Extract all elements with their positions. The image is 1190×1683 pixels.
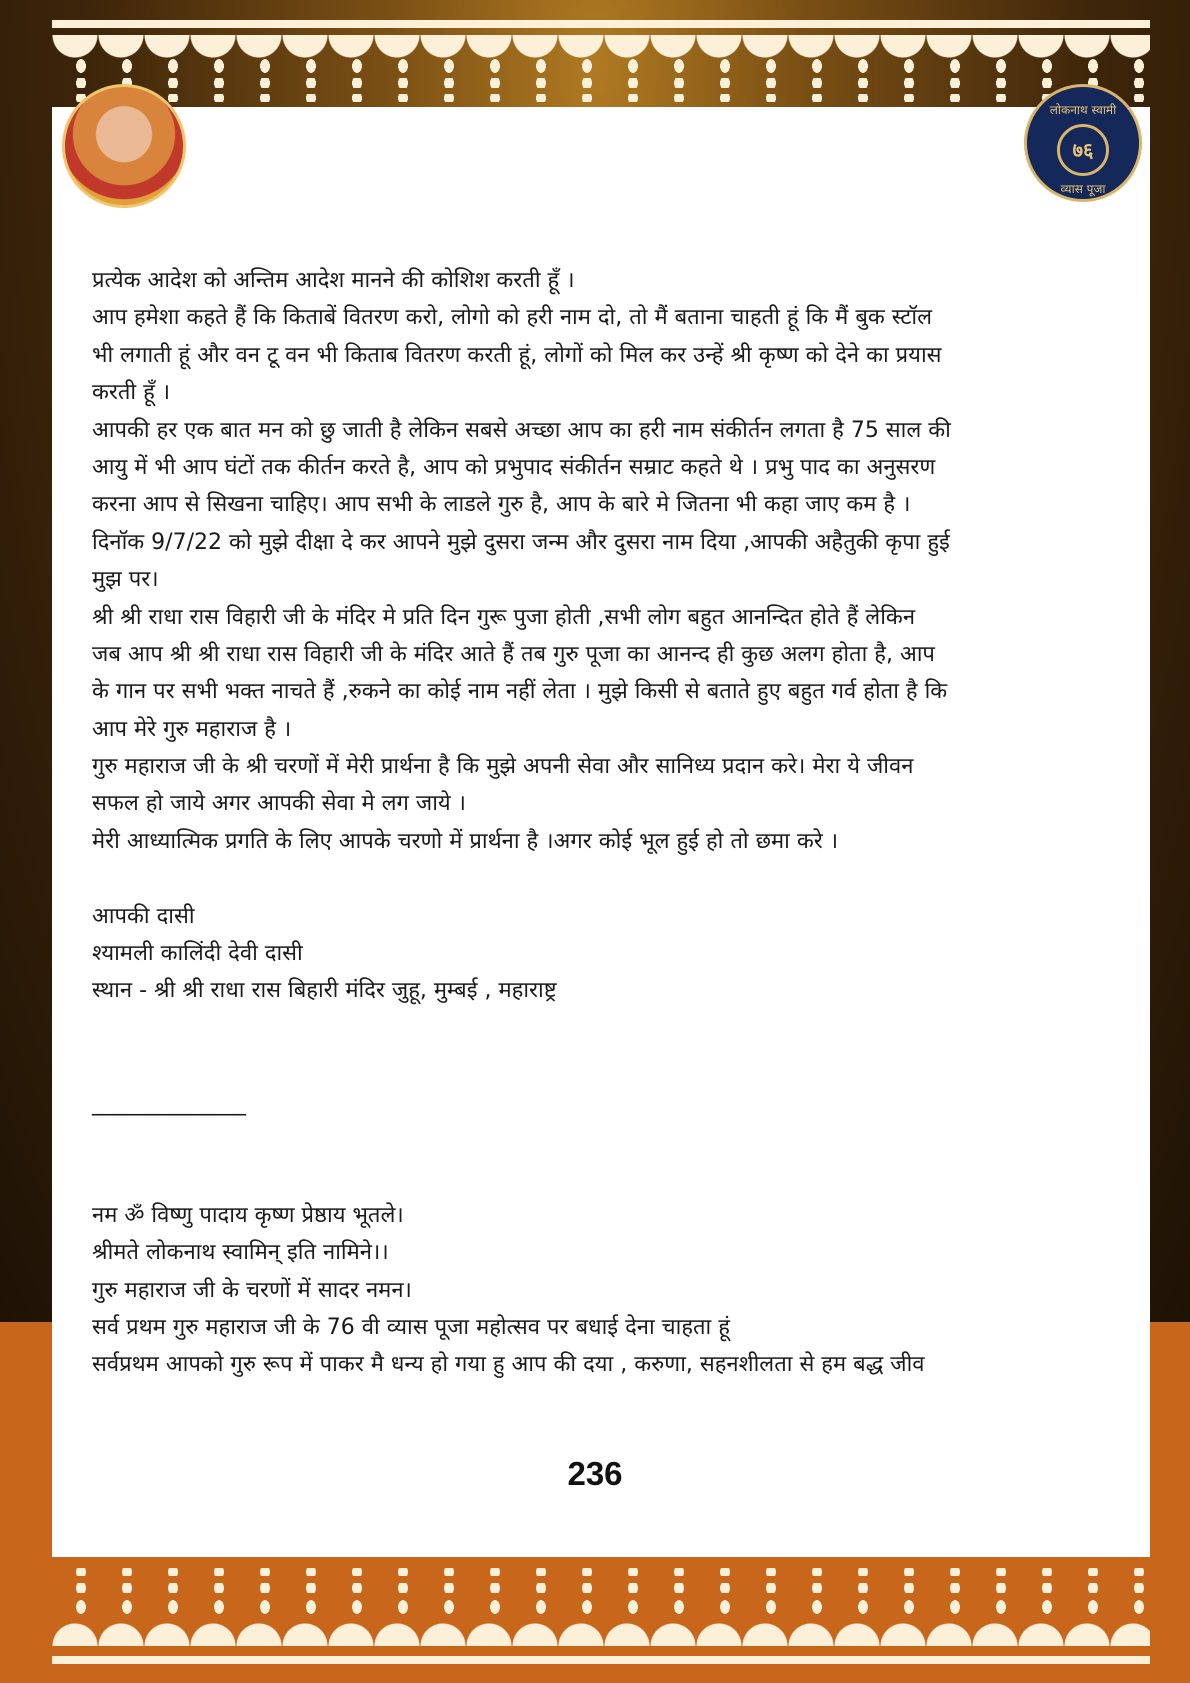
- text-line: [92, 1159, 1122, 1196]
- bottom-dot-row: [58, 1568, 1148, 1576]
- bottom-dot-row: [58, 1600, 1148, 1614]
- badge-number: ७६: [1057, 124, 1109, 176]
- badge-top-text: लोकनाथ स्वामी: [1049, 103, 1117, 117]
- text-line: सफल हो जाये अगर आपकी सेवा मे लग जाये ।: [92, 791, 466, 817]
- badge-bottom-text: व्यास पूजा: [1060, 182, 1106, 196]
- text-line: दिनॉक 9/7/22 को मुझे दीक्षा दे कर आपने मुझे दुसरा जन्म और दुसरा नाम दिया ,आपकी अहैतुकी कृपा हुई: [92, 529, 950, 555]
- text-line: गुरु महाराज जी के चरणों में सादर नमन।: [92, 1277, 412, 1303]
- text-line: [92, 1047, 1122, 1084]
- page-number: 236: [567, 1455, 623, 1492]
- text-line: जब आप श्री श्री राधा रास विहारी जी के मंदिर आते हैं तब गुरु पूजा का आनन्द ही कुछ अलग होता है, आप: [92, 641, 935, 667]
- text-line: स्थान - श्री श्री राधा रास बिहारी मंदिर जुहू, मुम्बई , महाराष्ट्र: [92, 978, 557, 1004]
- text-line: मेरी आध्यात्मिक प्रगति के लिए आपके चरणो में प्रार्थना है ।अगर कोई भूल हुई हो तो छमा करे ।: [92, 828, 839, 854]
- letter-body: [92, 262, 1122, 1384]
- bottom-scallop-border: [52, 1620, 1150, 1646]
- text-line: श्रीमते लोकनाथ स्वामिन् इति नामिने।।: [92, 1240, 389, 1266]
- text-line: सर्वप्रथम आपको गुरु रूप में पाकर मै धन्य हो गया हु आप की दया , करुणा, सहनशीलता से हम बद्ध जीव: [92, 1352, 925, 1378]
- text-line: आप हमेशा कहते हैं कि किताबें वितरण करो, लोगो को हरी नाम दो, तो मैं बताना चाहती हूं कि मैं बुक स्टॉल: [92, 305, 933, 331]
- top-scallop-border: [52, 35, 1150, 61]
- text-line: भी लगाती हूं और वन टू वन भी किताब वितरण करती हूं, लोगों को मिल कर उन्हें श्री कृष्ण को देने का प्रयास: [92, 342, 942, 368]
- top-border-stripe: [52, 20, 1150, 28]
- text-line: आपकी दासी: [92, 903, 195, 929]
- top-dot-row: [58, 78, 1148, 88]
- text-line: प्रत्येक आदेश को अन्तिम आदेश मानने की कोशिश करती हूँ ।: [92, 268, 575, 293]
- text-line: सर्व प्रथम गुरु महाराज जी के 76 वी व्यास पूजा महोत्सव पर बधाई देना चाहता हूं: [92, 1314, 730, 1340]
- text-line: आपकी हर एक बात मन को छु जाती है लेकिन सबसे अच्छा आप का हरी नाम संकीर्तन लगता है 75 साल की: [92, 417, 951, 443]
- text-line: गुरु महाराज जी के श्री चरणों में मेरी प्रार्थना है कि मुझे अपनी सेवा और सानिध्य प्रदान करे। मेरा ये जीवन: [92, 754, 914, 780]
- top-dot-row: [58, 59, 1148, 73]
- text-line: [92, 1010, 1122, 1047]
- text-line: आयु में भी आप घंटों तक कीर्तन करते है, आप को प्रभुपाद संकीर्तन सम्राट कहते थे । प्रभु पाद का अनुसरण: [92, 454, 936, 480]
- bottom-border-stripe: [52, 1656, 1150, 1664]
- guru-portrait: [62, 84, 186, 208]
- text-line: [92, 1122, 1122, 1159]
- text-line: श्री श्री राधा रास विहारी जी के मंदिर मे प्रति दिन गुरू पुजा होती ,सभी लोग बहुत आनन्दित होते हैं लेकिन: [92, 604, 916, 630]
- text-line: नम ॐ विष्णु पादाय कृष्ण प्रेष्ठाय भूतले।: [92, 1202, 404, 1228]
- text-line: के गान पर सभी भक्त नाचते हैं ,रुकने का कोई नाम नहीं लेता । मुझे किसी से बताते हुए बहुत गर्व होता है कि: [92, 679, 948, 705]
- text-line: आप मेरे गुरु महाराज है ।: [92, 716, 292, 742]
- text-line: ______________: [92, 1090, 246, 1116]
- vyasa-puja-badge-logo: [1024, 84, 1142, 202]
- bottom-dot-row: [58, 1583, 1148, 1593]
- text-line: [92, 860, 1122, 897]
- text-line: मुझ पर।: [92, 567, 159, 593]
- text-line: श्यामली कालिंदी देवी दासी: [92, 941, 303, 967]
- text-line: करती हूँ ।: [92, 380, 171, 406]
- text-line: करना आप से सिखना चाहिए। आप सभी के लाडले गुरु है, आप के बारे मे जितना भी कहा जाए कम है ।: [92, 492, 911, 518]
- top-dot-row: [58, 94, 1148, 102]
